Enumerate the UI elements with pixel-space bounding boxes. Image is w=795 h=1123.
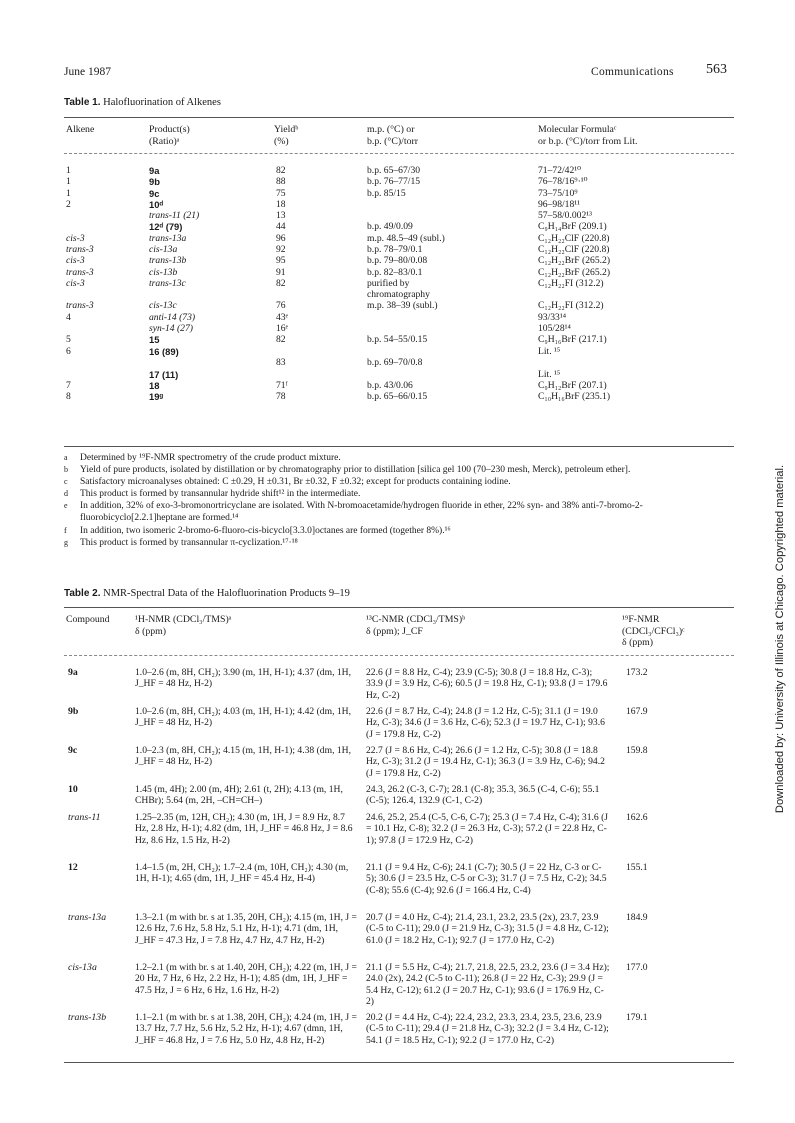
- table1-cell-product: cis-13c: [149, 300, 177, 311]
- table2-header-rule: [64, 655, 734, 656]
- table1-cell-formula: 71–72/42¹⁰: [538, 165, 581, 176]
- table2-cell-f-nmr: 173.2: [626, 667, 648, 678]
- table1-cell-mp: b.p. 65–67/30: [367, 165, 421, 176]
- table2-cell-compound: 10: [68, 784, 78, 795]
- table1-footnote: [64, 452, 744, 464]
- table1-footnote: [64, 476, 744, 488]
- table2-cell-h-nmr: 1.0–2.3 (m, 8H, CH₂); 4.15 (m, 1H, H-1); 4.38 (dm, 1H, J_HF = 48 Hz, H-2): [135, 745, 351, 768]
- table2-title: [64, 588, 350, 599]
- table1-cell-mp: m.p. 48.5–49 (subl.): [367, 233, 445, 244]
- table1-cell-yield: 96: [276, 233, 286, 244]
- table1-label: Table 1.: [64, 97, 101, 108]
- table1-cell-product: 9a: [149, 165, 160, 176]
- table2-cell-h-nmr: 1.1–2.1 (m with br. s at 1.38, 20H, CH₂); 4.24 (m, 1H, J = 13.7 Hz, 7.7 Hz, 5.6 Hz, 5.2 Hz, H-1); 4.67 (dmn, 1H, J_HF = 46.8 Hz, J = 7.6 Hz, 5.0 Hz, 4.8 Hz, H-2): [135, 1012, 357, 1046]
- table1-cell-mp: b.p. 79–80/0.08: [367, 255, 428, 266]
- footnote-mark: b: [64, 465, 68, 474]
- table1-title: [64, 97, 221, 108]
- table1-cell-product: 15: [149, 334, 160, 345]
- table1-cell-product: 10ᵈ: [149, 199, 164, 210]
- table1-cell-product: 16 (89): [149, 346, 179, 357]
- table2-cell-f-nmr: 159.8: [626, 745, 648, 756]
- table2-bottom-rule: [64, 1062, 734, 1063]
- table1-cell-formula: C₁₂H₂₂ClF (220.8): [538, 244, 610, 255]
- table2-cell-f-nmr: 162.6: [626, 812, 648, 823]
- table1-header-mp: m.p. (°C) or b.p. (°C)/torr: [367, 124, 418, 147]
- table2-cell-c-nmr: 21.1 (J = 5.5 Hz, C-4); 21.7, 21.8, 22.5, 23.2, 23.6 (J = 3.4 Hz); 24.0 (2x), 24.2 (C-5 to C-11); 26.8 (J = 22 Hz, C-3); 29.9 (J = 5.4 Hz, C-12); 61.2 (J = 20.7 Hz, C-1); 93.6 (J = 176.9 Hz, C-2): [366, 962, 610, 1007]
- table1-cell-yield: 16ᵉ: [276, 323, 289, 334]
- table1-cell-alkene: 8: [66, 391, 71, 402]
- table1-cell-product: 12ᵈ (79): [149, 221, 183, 232]
- table1-cell-product: 9b: [149, 176, 160, 187]
- running-header-date: June 1987: [64, 66, 111, 78]
- table1-footnote: [64, 525, 744, 537]
- table2-cell-c-nmr: 22.6 (J = 8.7 Hz, C-4); 24.8 (J = 1.2 Hz, C-5); 31.1 (J = 19.0 Hz, C-3); 34.6 (J = 3.6 Hz, C-6); 52.3 (J = 19.7 Hz, C-1); 93.6 (J = 179.8 Hz, C-2): [366, 706, 605, 740]
- table2-cell-compound: trans-11: [68, 812, 101, 823]
- table1-cell-formula: C₁₂H₂₂BrF (265.2): [538, 255, 611, 266]
- table2-cell-f-nmr: 177.0: [626, 962, 648, 973]
- footnote-text: Yield of pure products, isolated by distillation or by chromatography prior to distillation [silica gel 100 (70–230 mesh, Merck), petroleum ether].: [80, 465, 631, 475]
- table1-cell-product: trans-13b: [149, 255, 187, 266]
- table2-cell-compound: trans-13b: [68, 1012, 107, 1023]
- download-notice: [772, 383, 788, 983]
- table1-cell-mp: b.p. 65–66/0.15: [367, 391, 428, 402]
- table1-cell-mp: b.p. 85/15: [367, 188, 406, 199]
- table2-cell-h-nmr: 1.0–2.6 (m, 8H, CH₂); 4.03 (m, 1H, H-1); 4.42 (dm, 1H, J_HF = 48 Hz, H-2): [135, 706, 351, 729]
- table2-cell-h-nmr: 1.2–2.1 (m with br. s at 1.40, 20H, CH₂); 4.22 (m, 1H, J = 20 Hz, 7 Hz, 6 Hz, 2.2 Hz, H-1); 4.85 (dm, 1H, J_HF = 47.5 Hz, J = 6 Hz, 6 Hz, 1.6 Hz, H-2): [135, 962, 357, 996]
- table1-cell-yield: 88: [276, 176, 286, 187]
- table1-cell-yield: 82: [276, 334, 286, 345]
- table1-cell-mp: b.p. 54–55/0.15: [367, 334, 428, 345]
- table1-cell-formula: 76–78/16⁹·¹⁰: [538, 176, 588, 187]
- table1-cell-alkene: 1: [66, 165, 71, 176]
- table1-cell-alkene: 7: [66, 380, 71, 391]
- table2-cell-f-nmr: 179.1: [626, 1012, 648, 1023]
- table2-header-c-nmr: ¹³C-NMR (CDCl₃/TMS)ᵇ δ (ppm); J_CF: [366, 614, 466, 637]
- table1-top-rule: [64, 117, 734, 118]
- table1-cell-alkene: trans-3: [66, 244, 94, 255]
- table1-header-yield: Yieldᵇ (%): [274, 124, 299, 147]
- table2-cell-h-nmr: 1.0–2.6 (m, 8H, CH₂); 3.90 (m, 1H, H-1); 4.37 (dm, 1H, J_HF = 48 Hz, H-2): [135, 667, 351, 690]
- table1-footnote: [64, 500, 744, 525]
- table1-cell-product: trans-13c: [149, 278, 186, 289]
- table2-cell-c-nmr: 22.6 (J = 8.8 Hz, C-4); 23.9 (C-5); 30.8 (J = 18.8 Hz, C-3); 33.9 (J = 3.9 Hz, C-6); 60.5 (J = 19.8 Hz, C-1); 93.8 (J = 179.6 Hz, C-2): [366, 667, 608, 701]
- table1-cell-product: 17 (11): [149, 369, 179, 380]
- table1-cell-yield: 92: [276, 244, 286, 255]
- table1-cell-mp: b.p. 82–83/0.1: [367, 267, 423, 278]
- table1-cell-mp: m.p. 38–39 (subl.): [367, 300, 438, 311]
- table1-cell-alkene: 2: [66, 199, 71, 210]
- table1-cell-alkene: 1: [66, 188, 71, 199]
- table1-cell-alkene: cis-3: [66, 255, 85, 266]
- table2-cell-c-nmr: 20.7 (J = 4.0 Hz, C-4); 21.4, 23.1, 23.2, 23.5 (2x), 23.7, 23.9 (C-5 to C-11); 29.0 (J = 21.9 Hz, C-3); 31.5 (J = 4.8 Hz, C-12); 61.0 (J = 18.2 Hz, C-1); 92.7 (J = 177.0 Hz, C-2): [366, 912, 609, 946]
- table2-cell-compound: trans-13a: [68, 912, 107, 923]
- table1-cell-mp: chromatography: [367, 289, 430, 300]
- table1-header-product: Product(s) (Ratio)ᵃ: [149, 124, 190, 147]
- table2-cell-c-nmr: 20.2 (J = 4.4 Hz, C-4); 22.4, 23.2, 23.3, 23.4, 23.5, 23.6, 23.9 (C-5 to C-11); 29.4 (J = 21.8 Hz, C-3); 32.2 (J = 3.4 Hz, C-12); 54.1 (J = 18.5 Hz, C-1); 92.2 (J = 177.0 Hz, C-2): [366, 1012, 609, 1046]
- table1-cell-alkene: trans-3: [66, 267, 94, 278]
- table1-cell-yield: 75: [276, 188, 286, 199]
- table2-header-f-nmr: ¹⁹F-NMR (CDCl₃/CFCl₃)ᶜ δ (ppm): [622, 614, 685, 649]
- table1-cell-formula: C₁₀H₁₆BrF (235.1): [538, 391, 611, 402]
- table1-cell-mp: b.p. 69–70/0.8: [367, 357, 423, 368]
- table1-title-text: Halofluorination of Alkenes: [103, 97, 221, 108]
- table1-cell-formula: C₉H₁₄BrF (209.1): [538, 221, 607, 232]
- running-header-section: Communications: [591, 66, 674, 78]
- table1-cell-formula: Lit. ¹⁵: [538, 369, 561, 380]
- table1-cell-mp: purified by: [367, 278, 410, 289]
- table2-cell-compound: cis-13a: [68, 962, 97, 973]
- table1-header-rule: [64, 153, 734, 154]
- footnote-mark: a: [64, 453, 68, 462]
- table1-header-formula: Molecular Formulaᶜ or b.p. (°C)/torr from Lit.: [538, 124, 638, 147]
- table1-cell-formula: 57–58/0.002¹³: [538, 210, 592, 221]
- table1-cell-product: trans-13a: [149, 233, 187, 244]
- table2-header-h-nmr: ¹H-NMR (CDCl₃/TMS)ᵃ δ (ppm): [135, 614, 232, 637]
- table1-cell-formula: C₁₂H₂₂ClF (220.8): [538, 233, 610, 244]
- table2-cell-h-nmr: 1.25–2.35 (m, 12H, CH₂); 4.30 (m, 1H, J = 8.9 Hz, 8.7 Hz, 2.8 Hz, H-1); 4.82 (dm, 1H, J_HF = 46.8 Hz, J = 8.6 Hz, 8.6 Hz, 1.5 Hz, H-2): [135, 812, 353, 846]
- table2-cell-c-nmr: 22.7 (J = 8.6 Hz, C-4); 26.6 (J = 1.2 Hz, C-5); 30.8 (J = 18.8 Hz, C-3); 31.2 (J = 19.4 Hz, C-1); 36.3 (J = 3.9 Hz, C-6); 94.2 (J = 179.8 Hz, C-2): [366, 745, 605, 779]
- table2-cell-c-nmr: 21.1 (J = 9.4 Hz, C-6); 24.1 (C-7); 30.5 (J = 22 Hz, C-3 or C-5); 30.6 (J = 23.5 Hz, C-5 or C-3); 31.7 (J = 7.5 Hz, C-2); 34.5 (C-8); 55.6 (C-4); 92.6 (J = 166.4 Hz, C-4): [366, 862, 607, 896]
- table1-cell-yield: 76: [276, 300, 286, 311]
- table1-bottom-rule: [64, 446, 734, 447]
- table1-cell-alkene: cis-3: [66, 233, 85, 244]
- table2-top-rule: [64, 607, 734, 608]
- table1-cell-formula: 96–98/18¹¹: [538, 199, 580, 210]
- table1-cell-product: syn-14 (27): [149, 323, 193, 334]
- table1-footnote: [64, 464, 744, 476]
- table1-cell-yield: 82: [276, 278, 286, 289]
- footnote-text: This product is formed by transannular hydride shift¹² in the intermediate.: [80, 489, 361, 499]
- footnote-mark: d: [64, 489, 68, 498]
- table1-cell-yield: 43ᵉ: [276, 312, 289, 323]
- table1-cell-alkene: 6: [66, 346, 71, 357]
- table1-cell-alkene: trans-3: [66, 300, 94, 311]
- table2-cell-c-nmr: 24.6, 25.2, 25.4 (C-5, C-6, C-7); 25.3 (J = 7.4 Hz, C-4); 31.6 (J = 10.1 Hz, C-8); 32.2 (J = 26.3 Hz, C-3); 57.2 (J = 22.8 Hz, C-1); 97.8 (J = 172.9 Hz, C-2): [366, 812, 609, 846]
- table2-cell-f-nmr: 155.1: [626, 862, 648, 873]
- table1-cell-yield: 44: [276, 221, 286, 232]
- table1-cell-mp: b.p. 49/0.09: [367, 221, 413, 232]
- footnote-mark: g: [64, 538, 68, 547]
- table1-cell-product: cis-13b: [149, 267, 178, 278]
- table2-cell-compound: 12: [68, 862, 78, 873]
- table1-cell-yield: 71ᶠ: [276, 380, 288, 391]
- footnote-text: Satisfactory microanalyses obtained: C ±0.29, H ±0.31, Br ±0.32, F ±0.32; except for products containing iodine.: [80, 477, 511, 487]
- footnote-mark: c: [64, 477, 68, 486]
- table1-cell-product: 9c: [149, 188, 160, 199]
- table1-cell-yield: 83: [276, 357, 286, 368]
- table1-cell-formula: C₁₂H₂₂FI (312.2): [538, 278, 604, 289]
- table2-cell-compound: 9a: [68, 667, 78, 678]
- table1-cell-formula: C₁₂H₂₂FI (312.2): [538, 300, 604, 311]
- table2-cell-f-nmr: 167.9: [626, 706, 648, 717]
- table1-footnote: [64, 488, 744, 500]
- table2-cell-h-nmr: 1.45 (m, 4H); 2.00 (m, 4H); 2.61 (t, 2H); 4.13 (m, 1H, CHBr); 5.64 (m, 2H, –CH=CH–): [135, 784, 343, 807]
- table2-cell-compound: 9b: [68, 706, 79, 717]
- table1-cell-product: anti-14 (73): [149, 312, 196, 323]
- table1-cell-formula: C₁₂H₂₂BrF (265.2): [538, 267, 611, 278]
- table1-cell-product: 18: [149, 380, 160, 391]
- footnote-text: Determined by ¹⁹F-NMR spectrometry of the crude product mixture.: [80, 453, 341, 463]
- table2-cell-h-nmr: 1.3–2.1 (m with br. s at 1.35, 20H, CH₂); 4.15 (m, 1H, J = 12.6 Hz, 7.6 Hz, 5.8 Hz, 5.1 Hz, H-1); 4.71 (dm, 1H, J_HF = 47.3 Hz, J = 7.8 Hz, 4.7 Hz, 4.7 Hz, H-2): [135, 912, 357, 946]
- table1-cell-product: trans-11 (21): [149, 210, 200, 221]
- table1-cell-alkene: 1: [66, 176, 71, 187]
- table1-cell-formula: 93/33¹⁴: [538, 312, 567, 323]
- table2-label: Table 2.: [64, 588, 101, 599]
- table1-cell-formula: 73–75/10⁹: [538, 188, 578, 199]
- table1-cell-formula: 105/28¹⁴: [538, 323, 571, 334]
- download-notice-text: Downloaded by: University of Illinois at Chicago. Copyrighted material.: [774, 464, 786, 814]
- page-number: 563: [706, 62, 727, 77]
- footnote-text: This product is formed by transannular π-cyclization.¹⁷·¹⁸: [80, 538, 298, 548]
- table1-cell-alkene: 5: [66, 334, 71, 345]
- table1-cell-mp: b.p. 76–77/15: [367, 176, 421, 187]
- table1-cell-formula: Lit. ¹⁵: [538, 346, 561, 357]
- table2-cell-c-nmr: 24.3, 26.2 (C-3, C-7); 28.1 (C-8); 35.3, 36.5 (C-4, C-6); 55.1 (C-5); 126.4, 132.9 (C-1, C-2): [366, 784, 600, 807]
- table1-cell-yield: 82: [276, 165, 286, 176]
- table1-cell-product: 19ᵍ: [149, 391, 164, 402]
- footnote-text: In addition, 32% of exo-3-bromonortricyclane are isolated. With N-bromoacetamide/hydrogen fluoride in ether, 22% syn- and 38% anti-7-bromo-2-fluorobicyclo[2.2.1]heptane are formed.¹⁴: [80, 501, 643, 524]
- table1-cell-yield: 95: [276, 255, 286, 266]
- table2-cell-compound: 9c: [68, 745, 78, 756]
- table2-header-compound: Compound: [66, 614, 110, 625]
- table1-cell-formula: C₉H₁₂BrF (207.1): [538, 380, 607, 391]
- footnote-mark: e: [64, 501, 68, 510]
- table1-cell-yield: 78: [276, 391, 286, 402]
- table1-header-alkene: Alkene: [66, 124, 95, 135]
- footnote-mark: f: [64, 526, 67, 535]
- table1-cell-mp: b.p. 43/0.06: [367, 380, 413, 391]
- table1-footnote: [64, 537, 744, 549]
- table2-title-text: NMR-Spectral Data of the Halofluorination Products 9–19: [103, 588, 350, 599]
- table1-cell-product: cis-13a: [149, 244, 178, 255]
- table1-cell-yield: 18: [276, 199, 286, 210]
- table1-cell-yield: 91: [276, 267, 286, 278]
- table1-cell-yield: 13: [276, 210, 286, 221]
- footnote-text: In addition, two isomeric 2-bromo-6-fluoro-cis-bicyclo[3.3.0]octanes are formed (together 8%).¹⁶: [80, 526, 451, 536]
- table1-cell-alkene: cis-3: [66, 278, 85, 289]
- table2-cell-f-nmr: 184.9: [626, 912, 648, 923]
- table1-cell-alkene: 4: [66, 312, 71, 323]
- table1-cell-formula: C₉H₁₆BrF (217.1): [538, 334, 607, 345]
- table1-cell-mp: b.p. 78–79/0.1: [367, 244, 423, 255]
- table2-cell-h-nmr: 1.4–1.5 (m, 2H, CH₂); 1.7–2.4 (m, 10H, CH₂); 4.30 (m, 1H, H-1); 4.65 (dm, 1H, J_HF = 45.4 Hz, H-4): [135, 862, 349, 885]
